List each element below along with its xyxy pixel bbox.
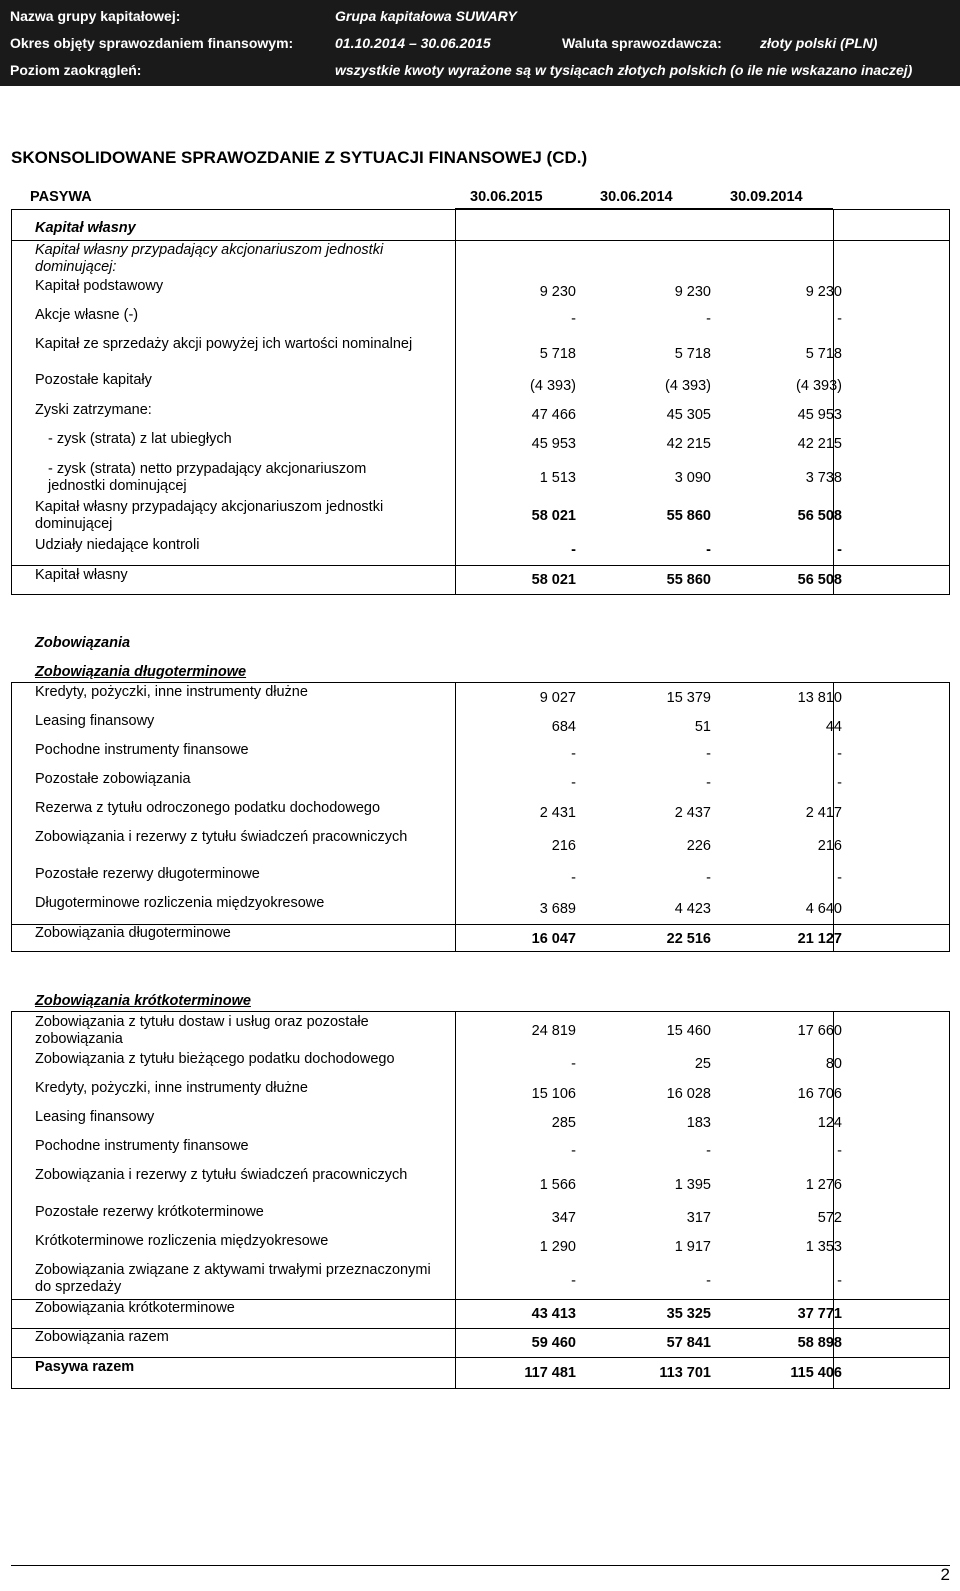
column-header-c3: 30.09.2014: [730, 189, 803, 205]
cell-value: 80: [825, 1056, 842, 1072]
cell-value: 16 706: [797, 1086, 842, 1102]
cell-value: 58 021: [531, 572, 576, 588]
row-label: Rezerwa z tytułu odroczonego podatku dochodowego: [35, 800, 381, 816]
cell-value: 16 047: [531, 931, 576, 947]
cell-value: 124: [817, 1115, 842, 1131]
row-label: Kapitał ze sprzedaży akcji powyżej ich wartości nominalnej: [35, 336, 413, 352]
row-label: Leasing finansowy: [35, 1109, 155, 1125]
cell-value: 5 718: [539, 346, 576, 362]
cell-value: 216: [817, 838, 842, 854]
cell-value: -: [837, 311, 842, 327]
cell-value: -: [706, 775, 711, 791]
cell-value: -: [837, 1273, 842, 1289]
group-label: Nazwa grupy kapitałowej:: [10, 8, 181, 24]
cell-value: -: [706, 870, 711, 886]
column-header-c1: 30.06.2015: [470, 189, 543, 205]
cell-value: 21 127: [797, 931, 842, 947]
row-label: Zobowiązania długoterminowe: [35, 925, 231, 941]
cell-value: 9 230: [805, 284, 842, 300]
cell-value: -: [837, 542, 842, 558]
row-label: - zysk (strata) netto przypadający akcjonariuszom jednostki dominującej: [48, 461, 367, 494]
group-value: Grupa kapitałowa SUWARY: [335, 8, 517, 24]
cell-value: 13 810: [797, 690, 842, 706]
cell-value: 183: [686, 1115, 711, 1131]
row-label: Kredyty, pożyczki, inne instrumenty dłużne: [35, 684, 308, 700]
equity-heading: Kapitał własny: [35, 220, 136, 236]
row-label: Pochodne instrumenty finansowe: [35, 742, 249, 758]
cell-value: 56 508: [797, 508, 842, 524]
cell-value: 51: [694, 719, 711, 735]
cell-value: 1 566: [539, 1177, 576, 1193]
cell-value: 25: [694, 1056, 711, 1072]
cell-value: -: [706, 1143, 711, 1159]
cell-value: -: [837, 746, 842, 762]
cell-value: 17 660: [797, 1023, 842, 1039]
cell-value: 3 689: [539, 901, 576, 917]
cell-value: -: [706, 1273, 711, 1289]
cell-value: -: [571, 311, 576, 327]
cell-value: 572: [817, 1210, 842, 1226]
cell-value: -: [571, 775, 576, 791]
cell-value: 9 027: [539, 690, 576, 706]
row-label: Pozostałe rezerwy długoterminowe: [35, 866, 260, 882]
cell-value: 5 718: [805, 346, 842, 362]
cell-value: 55 860: [666, 572, 711, 588]
cell-value: -: [571, 1143, 576, 1159]
row-label: Długoterminowe rozliczenia międzyokresowe: [35, 895, 325, 911]
row-label: Pozostałe zobowiązania: [35, 771, 191, 787]
cell-value: 57 841: [666, 1335, 711, 1351]
currency-label: Waluta sprawozdawcza:: [562, 35, 722, 51]
row-label: Kapitał własny: [35, 567, 128, 583]
cell-value: 45 953: [531, 436, 576, 452]
cell-value: 4 640: [805, 901, 842, 917]
cell-value: -: [837, 1143, 842, 1159]
cell-value: 45 305: [666, 407, 711, 423]
row-label: Zobowiązania związane z aktywami trwałymi przeznaczonymi do sprzedaży: [35, 1262, 431, 1295]
cell-value: 1 353: [805, 1239, 842, 1255]
cell-value: -: [571, 542, 576, 558]
cell-value: 56 508: [797, 572, 842, 588]
cell-value: (4 393): [665, 378, 711, 394]
footer-divider: [11, 1565, 950, 1566]
cell-value: 58 021: [531, 508, 576, 524]
cell-value: -: [571, 1056, 576, 1072]
cell-value: 1 513: [539, 470, 576, 486]
cell-value: 42 215: [666, 436, 711, 452]
cell-value: 2 417: [805, 805, 842, 821]
liabilities-heading: Zobowiązania: [35, 635, 131, 651]
row-label: Krótkoterminowe rozliczenia międzyokresowe: [35, 1233, 329, 1249]
cell-value: 684: [551, 719, 576, 735]
cell-value: 1 276: [805, 1177, 842, 1193]
currency-value: złoty polski (PLN): [760, 35, 878, 51]
row-label: Leasing finansowy: [35, 713, 155, 729]
cell-value: 24 819: [531, 1023, 576, 1039]
cell-value: (4 393): [530, 378, 576, 394]
cell-value: 3 738: [805, 470, 842, 486]
cell-value: 115 406: [790, 1365, 842, 1381]
cell-value: 44: [825, 719, 842, 735]
cell-value: 117 481: [524, 1365, 576, 1381]
cell-value: 43 413: [531, 1306, 576, 1322]
rounding-value: wszystkie kwoty wyrażone są w tysiącach złotych polskich (o ile nie wskazano inaczej): [335, 62, 913, 78]
row-label: Zobowiązania z tytułu dostaw i usług oraz pozostałe zobowiązania: [35, 1014, 369, 1047]
row-label: Zobowiązania razem: [35, 1329, 169, 1345]
cell-value: 1 395: [674, 1177, 711, 1193]
cell-value: 216: [551, 838, 576, 854]
row-label: Zobowiązania i rezerwy z tytułu świadczeń pracowniczych: [35, 1167, 408, 1183]
row-label: Kapitał podstawowy: [35, 278, 164, 294]
cell-value: (4 393): [796, 378, 842, 394]
row-label: Pasywa razem: [35, 1359, 135, 1375]
section-label: PASYWA: [30, 189, 92, 205]
cell-value: -: [706, 542, 711, 558]
cell-value: 5 718: [674, 346, 711, 362]
row-label: Pochodne instrumenty finansowe: [35, 1138, 249, 1154]
cell-value: 45 953: [797, 407, 842, 423]
cell-value: 15 460: [666, 1023, 711, 1039]
cell-value: 2 437: [674, 805, 711, 821]
cell-value: 47 466: [531, 407, 576, 423]
row-label: Pozostałe kapitały: [35, 372, 152, 388]
row-divider: [11, 240, 950, 241]
cell-value: -: [571, 746, 576, 762]
period-label: Okres objęty sprawozdaniem finansowym:: [10, 35, 294, 51]
cell-value: 42 215: [797, 436, 842, 452]
row-label: Zobowiązania z tytułu bieżącego podatku dochodowego: [35, 1051, 395, 1067]
cell-value: -: [837, 870, 842, 886]
cell-value: 9 230: [539, 284, 576, 300]
row-label: Pozostałe rezerwy krótkoterminowe: [35, 1204, 264, 1220]
cell-value: 58 898: [797, 1335, 842, 1351]
cell-value: 226: [686, 838, 711, 854]
short-term-heading: Zobowiązania krótkoterminowe: [35, 993, 251, 1009]
cell-value: 37 771: [797, 1306, 842, 1322]
cell-value: 16 028: [666, 1086, 711, 1102]
cell-value: -: [571, 1273, 576, 1289]
row-label: Kredyty, pożyczki, inne instrumenty dłużne: [35, 1080, 308, 1096]
cell-value: 2 431: [539, 805, 576, 821]
cell-value: 347: [551, 1210, 576, 1226]
column-header-c2: 30.06.2014: [600, 189, 673, 205]
cell-value: -: [571, 870, 576, 886]
page-number: 2: [940, 1565, 950, 1584]
cell-value: 59 460: [531, 1335, 576, 1351]
long-term-heading: Zobowiązania długoterminowe: [35, 664, 247, 680]
row-divider: [11, 565, 950, 566]
cell-value: 22 516: [666, 931, 711, 947]
cell-value: 113 701: [659, 1365, 711, 1381]
period-value: 01.10.2014 – 30.06.2015: [335, 35, 491, 51]
cell-value: 9 230: [674, 284, 711, 300]
cell-value: 35 325: [666, 1306, 711, 1322]
cell-value: 15 379: [666, 690, 711, 706]
cell-value: -: [706, 311, 711, 327]
report-header: [0, 0, 960, 86]
row-label: Zyski zatrzymane:: [35, 402, 152, 418]
equity-subheading: Kapitał własny przypadający akcjonariuszom jednostki dominującej:: [35, 242, 384, 275]
rounding-label: Poziom zaokrągleń:: [10, 62, 142, 78]
row-label: Akcje własne (-): [35, 307, 139, 323]
row-label: Kapitał własny przypadający akcjonariuszom jednostki dominującej: [35, 499, 384, 532]
page-title: SKONSOLIDOWANE SPRAWOZDANIE Z SYTUACJI FINANSOWEJ (CD.): [11, 148, 588, 167]
row-label: Zobowiązania i rezerwy z tytułu świadczeń pracowniczych: [35, 829, 408, 845]
column-divider: [833, 209, 834, 595]
row-label: - zysk (strata) z lat ubiegłych: [48, 431, 232, 447]
row-divider: [11, 1357, 950, 1358]
cell-value: 317: [686, 1210, 711, 1226]
cell-value: 15 106: [531, 1086, 576, 1102]
cell-value: 285: [551, 1115, 576, 1131]
cell-value: 1 290: [539, 1239, 576, 1255]
cell-value: -: [837, 775, 842, 791]
cell-value: 3 090: [674, 470, 711, 486]
row-label: Zobowiązania krótkoterminowe: [35, 1300, 235, 1316]
cell-value: -: [706, 746, 711, 762]
cell-value: 4 423: [674, 901, 711, 917]
cell-value: 1 917: [674, 1239, 711, 1255]
row-label: Udziały niedające kontroli: [35, 537, 200, 553]
cell-value: 55 860: [666, 508, 711, 524]
column-divider: [455, 209, 456, 595]
